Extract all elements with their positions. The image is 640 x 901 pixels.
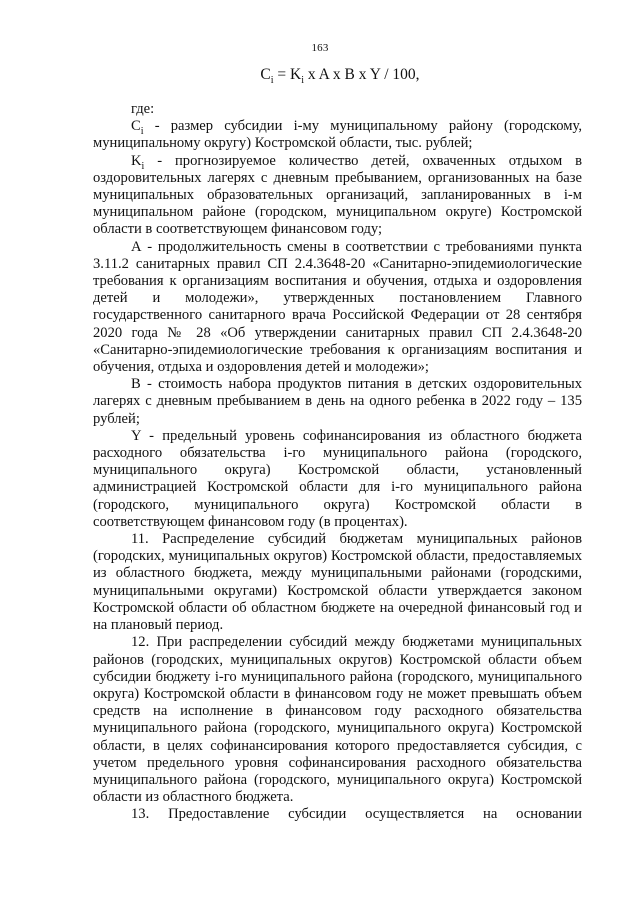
paragraph-a [93,239,582,377]
formula-rest: x A x B x Y / 100, [304,66,420,83]
paragraph-text: Y - предельный уровень софинансирования из областного бюджета расходного обязательства i-го муниципального района (городского, муниципального округа) Костромской области, установленный администрацией Костромской области для i-го муниципального района (городского, муниципального округа) Костромской области в соответствующем финансовом году (в процентах). [93,427,582,530]
paragraph-text: 13. Предоставление субсидии осуществляется на основании [131,806,582,823]
paragraph-text: 12. При распределении субсидий между бюджетами муниципальных районов (городских, муниципальных округов) Костромской области объем субсидии бюджету i-го муниципального района (городского, муниципального округа) Костромской области в финансовом году не может превышать объем средств на исполнение в финансовом году расходного обязательства муниципального района (городского, муниципального округа) Костромской области, в целях софинансирования которого предоставляется субсидия, с учетом предельного уровня софинансирования расходного обязательства муниципального района (городского, муниципального округа) Костромской области из областного бюджета. [93,634,582,806]
paragraph-text: А - продолжительность смены в соответствии с требованиями пункта 3.11.2 санитарных правил СП 2.4.3648-20 «Санитарно-эпидемиологические требования к организациям воспитания и обучения, отдыха и оздоровления детей и молодежи», утвержденных постановлением Главного государственного санитарного врача Российской Федерации от 28 сентября 2020 года № 28 «Об утверждении санитарных правил СП 2.4.3648-20 «Санитарно-эпидемиологические требования к организациям воспитания и обучения, отдыха и оздоровления детей и молодежи»; [93,238,582,376]
paragraph-p11 [93,531,582,634]
paragraph-p13 [93,806,582,823]
paragraph-text: 11. Распределение субсидий бюджетам муниципальных районов (городских, муниципальных округов) Костромской области, предоставляемых из областного бюджета, между муниципальными районами (городскими, муниципальными округами) Костромской области утверждается законом Костромской области об областном бюджете на очередной финансовый год и на плановый период. [93,531,582,634]
paragraph-text: В - стоимость набора продуктов питания в детских оздоровительных лагерях с дневным пребыванием в день на одного ребенка в 2022 году – 135 рублей; [93,376,582,427]
formula-lhs-symbol: C [260,66,271,83]
page-number: 163 [311,42,329,54]
subsidy-formula [0,66,640,86]
paragraph-b [93,376,582,428]
subscript: i [140,126,144,138]
formula-eq-k: = K [273,66,302,83]
paragraph-ci [93,118,582,152]
paragraph-p12 [93,634,582,806]
formula-lhs-subscript: i [270,75,274,87]
paragraph-text: где: [131,101,155,117]
subscript: i [141,160,145,172]
paragraph-text: - размер субсидии i-му муниципальному району (городскому, муниципальному округу) Костромской области, тыс. рублей; [93,118,582,152]
paragraph-text: C [131,118,141,135]
paragraph-text: K [131,152,142,169]
formula-k-subscript: i [301,75,305,87]
paragraph-ki [93,153,582,239]
paragraph-y [93,428,582,531]
paragraph-text: - прогнозируемое количество детей, охваченных отдыхом в оздоровительных лагерях с дневным пребыванием, организованных на базе муниципальных образовательных организаций, запланированных в i-м муниципальном районе (городском, муниципальном округе) Костромской области в соответствующем финансовом году; [93,152,582,238]
paragraph-where [93,101,582,118]
document-body [93,101,582,824]
